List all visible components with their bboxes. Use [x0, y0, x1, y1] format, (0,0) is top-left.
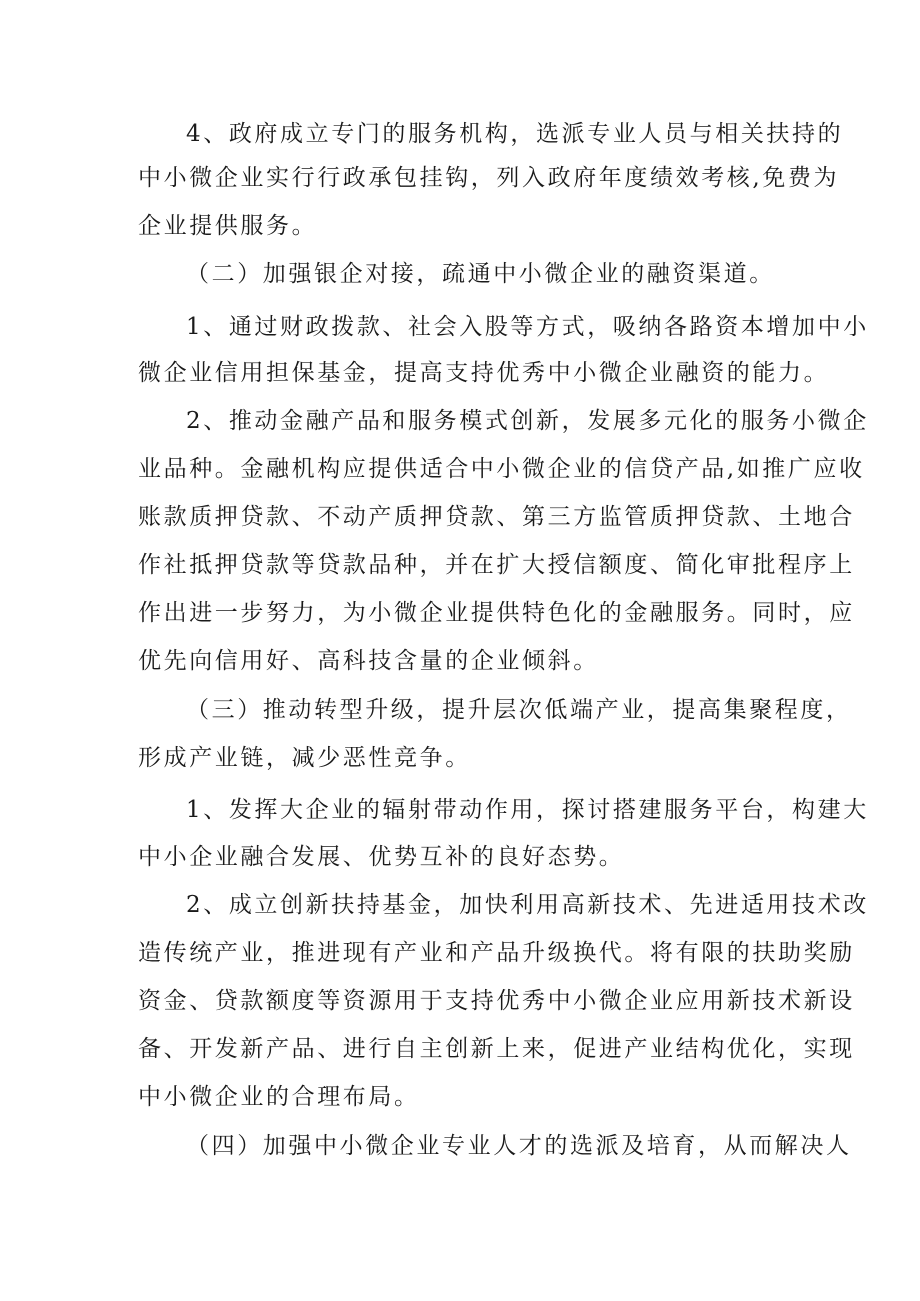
section-heading: 形成产业链，减少恶性竞争。 — [138, 745, 471, 771]
paragraph-line: 2、推动金融产品和服务模式创新，发展多元化的服务小微企 — [186, 408, 869, 434]
paragraph-line: 账款质押贷款、不动产质押贷款、第三方监管质押贷款、土地合 — [138, 504, 855, 530]
paragraph-line: 业品种。金融机构应提供适合中小微企业的信贷产品,如推广应收 — [138, 456, 865, 482]
paragraph-line: 微企业信用担保基金，提高支持优秀中小微企业融资的能力。 — [138, 360, 830, 386]
paragraph-line: 1、发挥大企业的辐射带动作用，探讨搭建服务平台，构建大 — [186, 797, 869, 823]
paragraph-line: 优先向信用好、高科技含量的企业倾斜。 — [138, 648, 599, 674]
paragraph-line: 作社抵押贷款等贷款品种，并在扩大授信额度、简化审批程序上 — [138, 552, 855, 578]
section-heading: （四）加强中小微企业专业人才的选派及培育，从而解决人 — [186, 1133, 852, 1159]
paragraph-line: 中小企业融合发展、优势互补的良好态势。 — [138, 844, 625, 870]
section-heading: （三）推动转型升级，提升层次低端产业，提高集聚程度， — [186, 697, 852, 723]
paragraph-line: 1、通过财政拨款、社会入股等方式，吸纳各路资本增加中小 — [186, 314, 869, 340]
section-heading: （二）加强银企对接，疏通中小微企业的融资渠道。 — [186, 261, 775, 287]
paragraph-line: 中小微企业实行行政承包挂钩，列入政府年度绩效考核,免费为 — [138, 165, 840, 191]
paragraph-line: 造传统产业，推进现有产业和产品升级换代。将有限的扶助奖励 — [138, 940, 855, 966]
paragraph-line: 资金、贷款额度等资源用于支持优秀中小微企业应用新技术新设 — [138, 988, 855, 1014]
paragraph-line: 作出进一步努力，为小微企业提供特色化的金融服务。同时，应 — [138, 600, 855, 626]
paragraph-line: 2、成立创新扶持基金，加快利用高新技术、先进适用技术改 — [186, 892, 869, 918]
paragraph-line: 企业提供服务。 — [138, 213, 318, 239]
paragraph-line: 中小微企业的合理布局。 — [138, 1084, 420, 1110]
paragraph-line: 4、政府成立专门的服务机构，选派专业人员与相关扶持的 — [186, 121, 844, 147]
paragraph-line: 备、开发新产品、进行自主创新上来，促进产业结构优化，实现 — [138, 1036, 855, 1062]
